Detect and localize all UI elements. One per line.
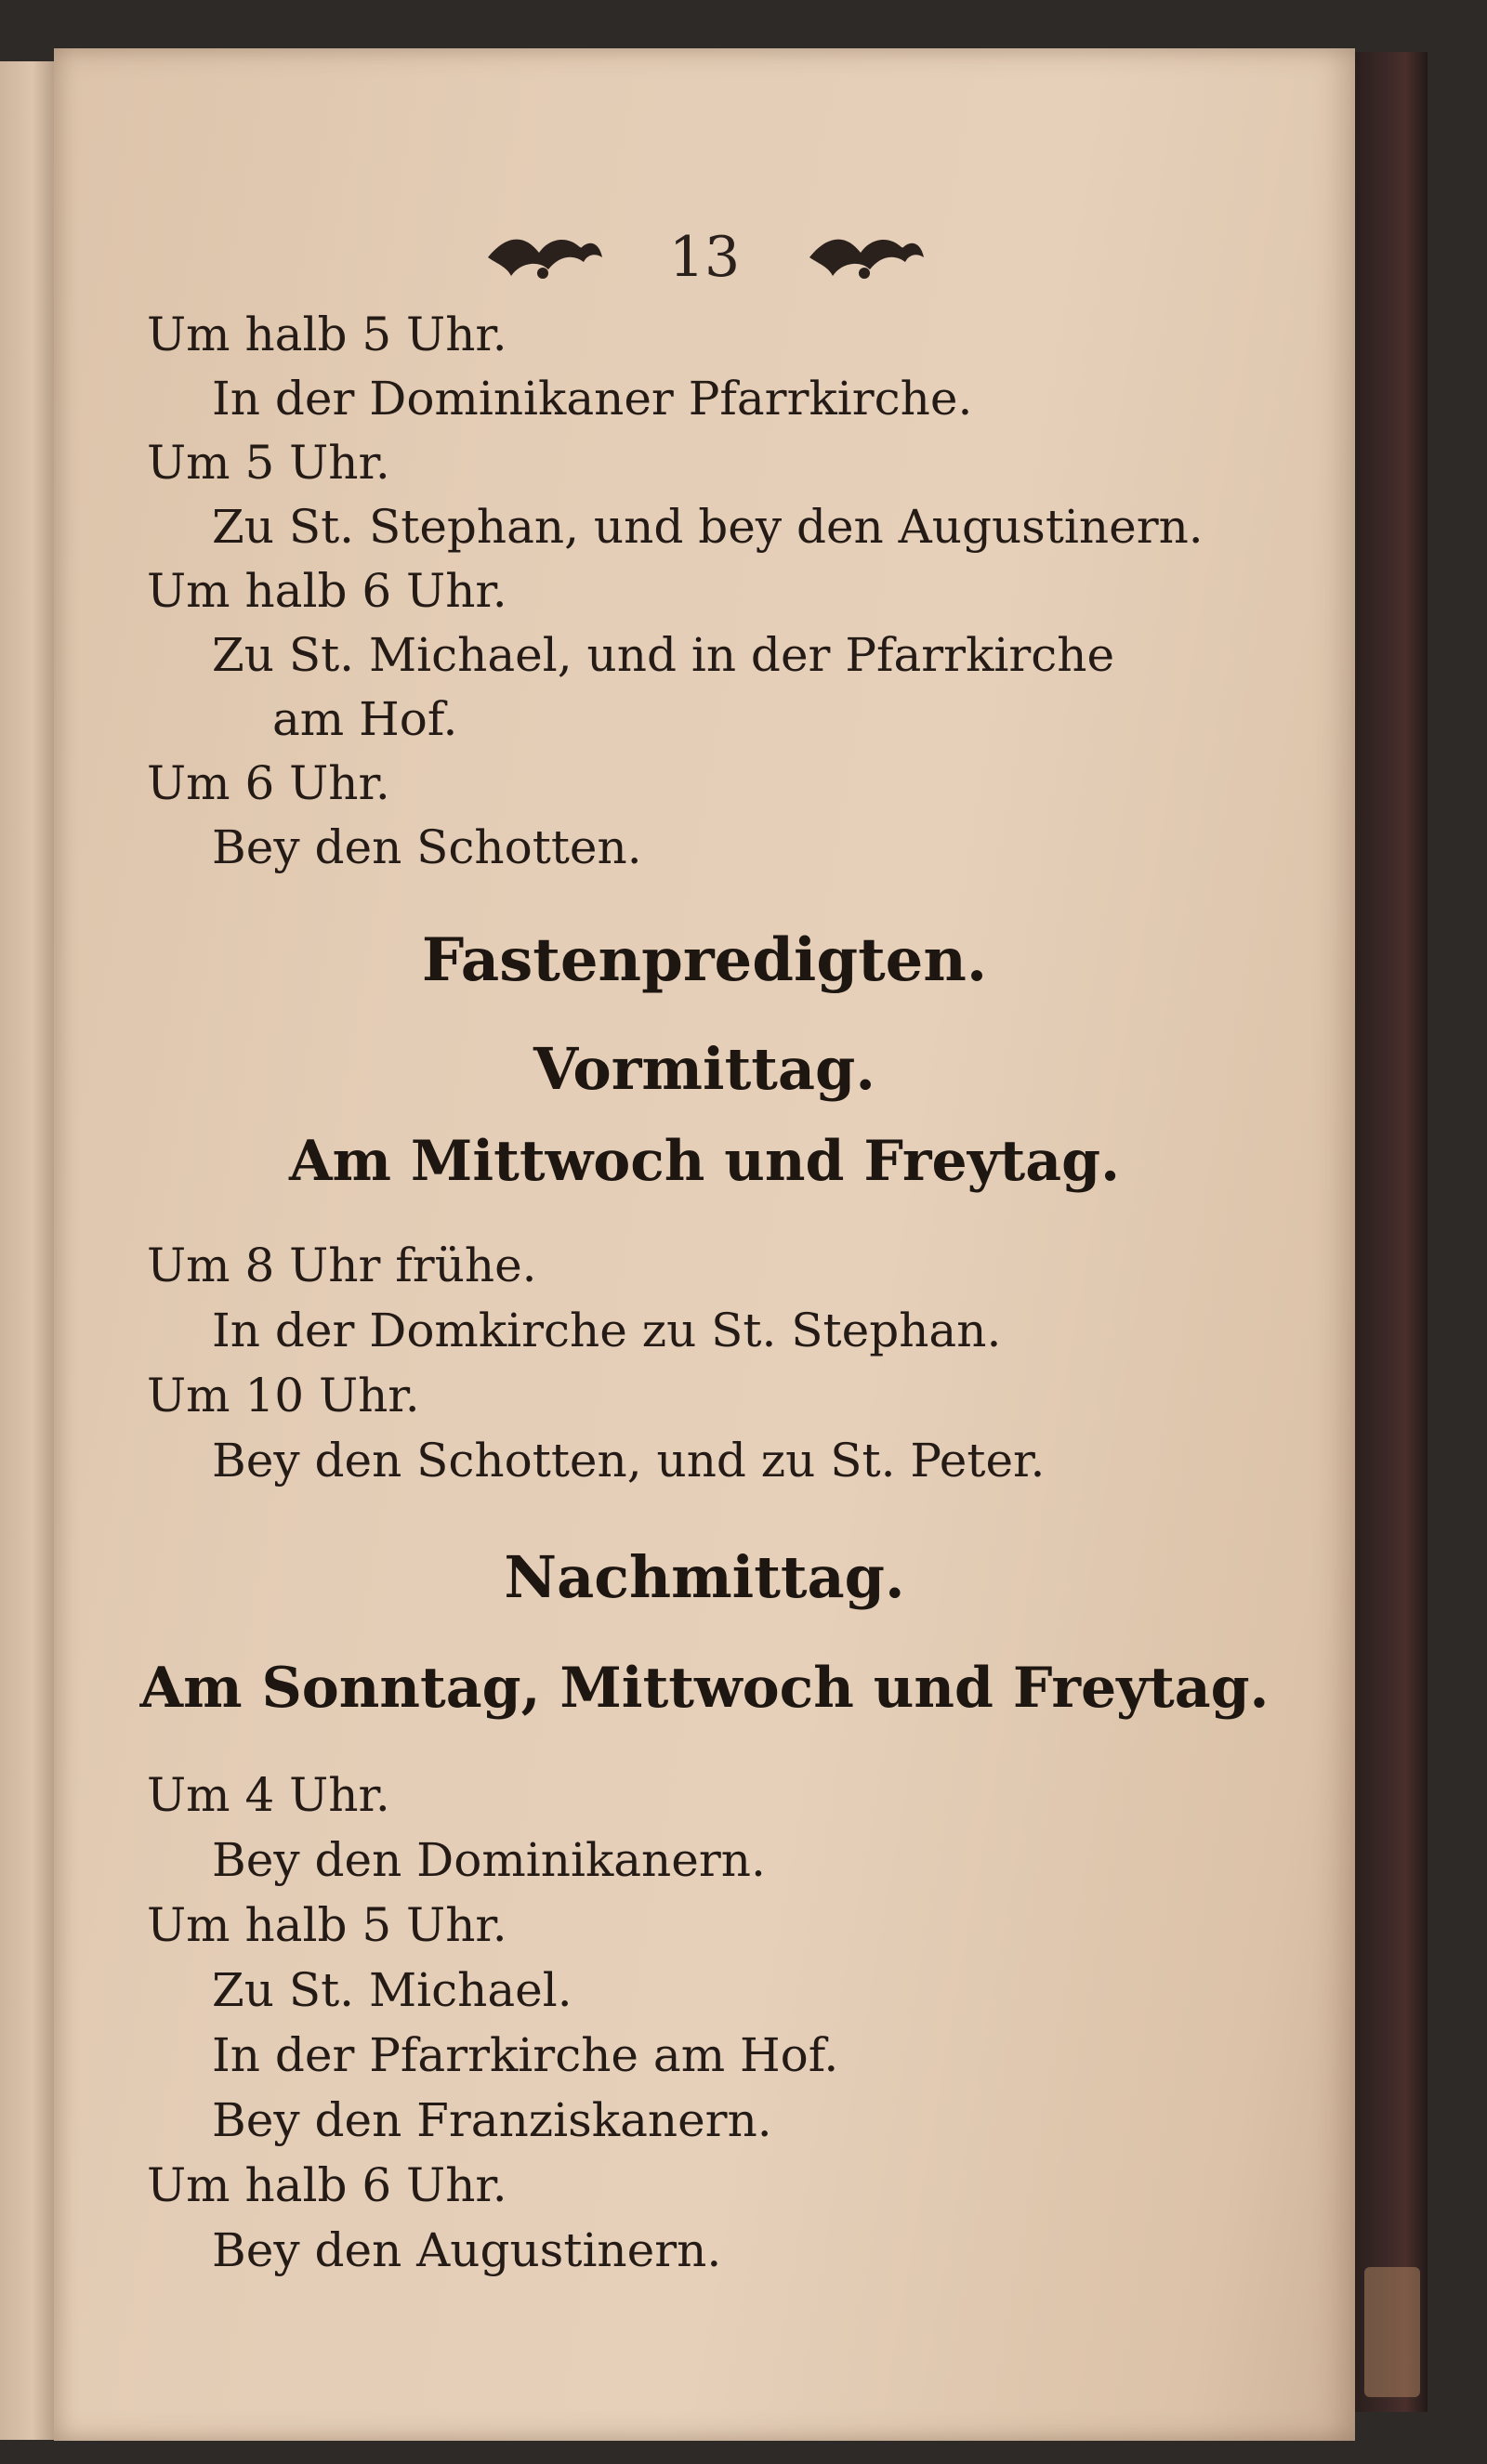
- place-line: Bey den Schotten, und zu St. Peter.: [212, 1434, 1046, 1488]
- worn-binding-edge: [1364, 2267, 1420, 2397]
- nachmittag-days: Am Sonntag, Mittwoch und Freytag.: [139, 1656, 1270, 1721]
- time-line: Um 4 Uhr.: [147, 1768, 390, 1822]
- place-line: Bey den Dominikanern.: [212, 1833, 766, 1887]
- page-header: [54, 206, 1355, 308]
- section-title: Fastenpredigten.: [421, 925, 988, 995]
- floral-ornament-icon: [483, 225, 604, 290]
- place-line: In der Domkirche zu St. Stephan.: [212, 1304, 1002, 1357]
- time-line: Um halb 6 Uhr.: [147, 564, 507, 618]
- place-line: Bey den Augustinern.: [212, 2223, 722, 2277]
- time-line: Um halb 5 Uhr.: [147, 1898, 507, 1952]
- book-spine: [1355, 52, 1428, 2412]
- floral-ornament-icon: [805, 225, 926, 290]
- place-line: Zu St. Stephan, und bey den Augustinern.: [212, 500, 1204, 554]
- place-line: Bey den Schotten.: [212, 820, 642, 874]
- place-line: In der Dominikaner Pfarrkirche.: [212, 372, 973, 426]
- time-line: Um 6 Uhr.: [147, 756, 390, 810]
- time-line: Um 8 Uhr frühe.: [147, 1239, 537, 1292]
- time-line: Um 5 Uhr.: [147, 436, 390, 490]
- time-line: Um 10 Uhr.: [147, 1369, 420, 1422]
- place-line: Bey den Franziskanern.: [212, 2093, 772, 2147]
- book-page: [54, 48, 1355, 2441]
- time-line: Um halb 5 Uhr.: [147, 308, 507, 361]
- vormittag-heading: Vormittag.: [533, 1035, 875, 1103]
- page-number: 13: [668, 225, 741, 290]
- vormittag-days: Am Mittwoch und Freytag.: [289, 1129, 1120, 1194]
- place-line: Zu St. Michael.: [212, 1963, 572, 2017]
- place-line: am Hof.: [272, 692, 458, 746]
- time-line: Um halb 6 Uhr.: [147, 2158, 507, 2212]
- place-line: Zu St. Michael, und in der Pfarrkirche: [212, 628, 1115, 682]
- nachmittag-heading: Nachmittag.: [504, 1543, 905, 1611]
- facing-page-edge: [0, 61, 54, 2440]
- place-line: In der Pfarrkirche am Hof.: [212, 2028, 839, 2082]
